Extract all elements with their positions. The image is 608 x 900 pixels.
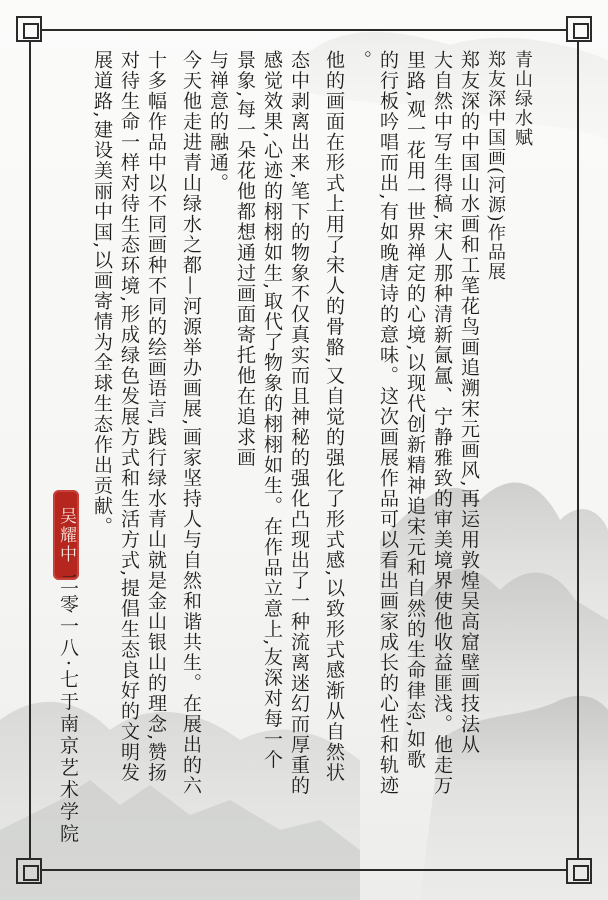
calligraphy-text (91, 50, 536, 850)
red-seal-stamp: 吴耀中 (53, 490, 79, 580)
text-column: 今天他走进青山绿水之都—河源举办画展,画家坚持人与自然和谐共生。在展出的六 (180, 50, 202, 796)
text-column: 感觉效果,心迹的栩栩如生,取代了物象的栩栩如生。在作品立意上,友深对每一个 (261, 50, 283, 770)
text-column: 的行板吟唱而出,有如晚唐诗的意味。这次画展作品可以看出画家成长的心性和轨迹 (377, 50, 399, 796)
text-column: 里路,观一花用一世界禅定的心境,以现代创新精神追宋元和自然的生命律态,如歌 (404, 50, 426, 770)
frame-corner-top-left (16, 16, 42, 42)
poem-title: 青山绿水赋 (512, 50, 533, 148)
frame-corner-top-right (566, 16, 592, 42)
text-column: 郑友深的中国山水画和工笔花鸟画追溯宋元画风,再运用敦煌吴高窟壁画技法从 (458, 50, 480, 755)
text-column: 他的画面在形式上用了宋人的骨骼,又自觉的强化了形式感,以致形式感渐从自然状 (323, 50, 345, 783)
text-column: 对待生命一样对待生态环境,形成绿色发展方式和生活方式,提倡生态良好的文明发 (118, 50, 140, 783)
frame-corner-bottom-right (566, 858, 592, 884)
frame-corner-bottom-left (16, 858, 42, 884)
text-column: 。 (350, 50, 372, 71)
text-column: 与禅意的融通。 (207, 50, 229, 194)
signature-date-place: 二零一八·七于南京艺术学院 (57, 572, 79, 846)
text-column: 十多幅作品中以不同画种不同的绘画语言,践行绿水青山就是金山银山的理念,赞扬 (145, 50, 167, 783)
exhibition-title: 郑友深中国画(河源)作品展 (485, 50, 506, 282)
text-column: 大自然中写生得稿,宋人那种清新氤氲、宁静雅致的审美境界使他收益匪浅。他走万 (431, 50, 453, 796)
text-column: 景象,每一朵花他都想通过画面寄托他在追求画 (234, 50, 256, 468)
text-column: 展道路,建设美丽中国,以画寄情为全球生态作出贡献。 (91, 50, 113, 537)
text-column: 态中剥离出来,笔下的物象不仅真实而且神秘的强化凸现出了一种流离迷幻而厚重的 (288, 50, 310, 796)
